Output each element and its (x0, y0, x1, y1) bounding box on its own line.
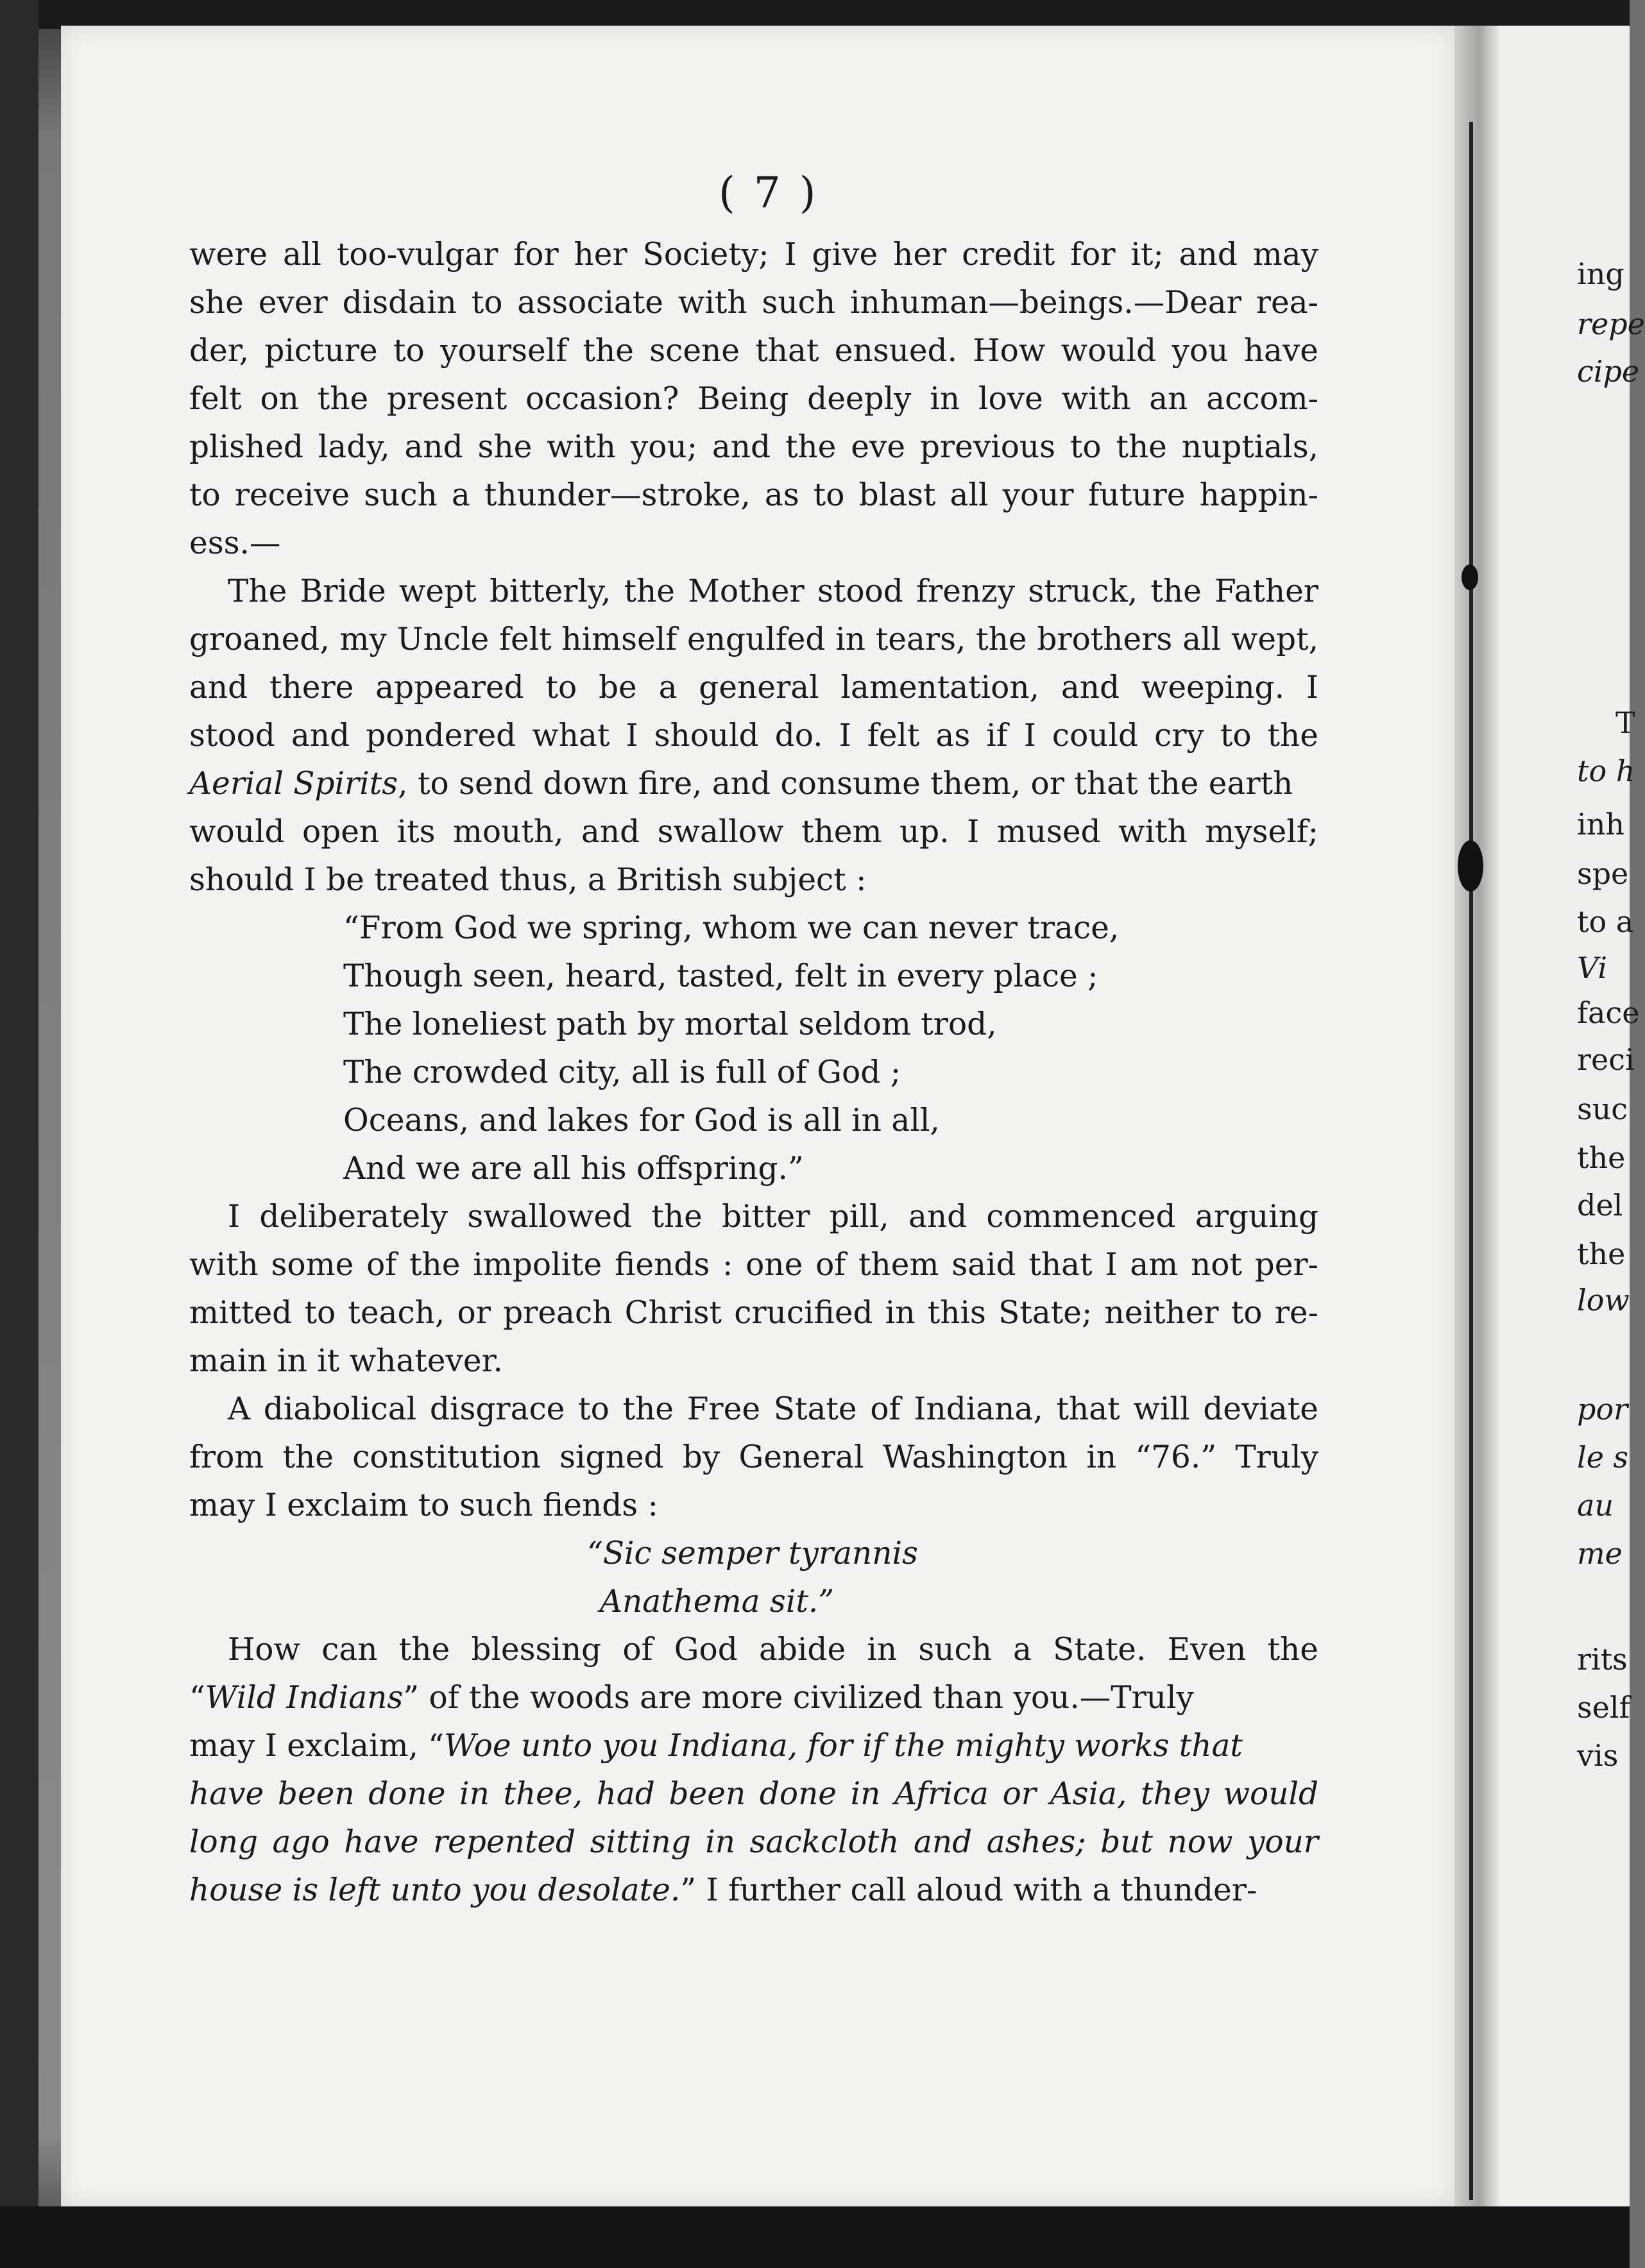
text-line: felt on the present occasion? Being deeply in love with an accom- (189, 381, 1318, 417)
adjacent-page-fragment: del (1577, 1188, 1623, 1223)
text-line: A diabolical disgrace to the Free State of Indiana, that will deviate (228, 1391, 1318, 1427)
text-line: have been done in thee, had been done in Africa or Asia, they would (189, 1776, 1318, 1812)
text-line: to receive such a thunder—stroke, as to blast all your future happin- (189, 477, 1318, 513)
text-line: stood and pondered what I should do. I felt as if I could cry to the (189, 718, 1318, 754)
adjacent-page-fragment: spe (1577, 856, 1629, 891)
text-line: were all too-vulgar for her Society; I give her credit for it; and may (189, 237, 1318, 273)
adjacent-page-fragment: me (1577, 1536, 1623, 1571)
adjacent-page-fragment: vis (1577, 1738, 1619, 1773)
text-line: she ever disdain to associate with such inhuman—beings.—Dear rea- (189, 285, 1318, 321)
text-line: and there appeared to be a general lamentation, and weeping. I (189, 670, 1318, 706)
verse-line: Though seen, heard, tasted, felt in every place ; (343, 958, 1098, 994)
adjacent-page-fragment: repe (1577, 307, 1645, 341)
verse-line: “From God we spring, whom we can never trace, (343, 910, 1120, 946)
text-line (189, 760, 1318, 808)
text-line: The Bride wept bitterly, the Mother stood frenzy struck, the Father (228, 573, 1318, 609)
binding-fold-line (1469, 122, 1473, 2200)
page-gutter (1454, 26, 1499, 2206)
italic-phrase: house is left unto you desolate. (189, 1872, 681, 1908)
adjacent-page-fragment: T (1615, 706, 1635, 740)
text-line: plished lady, and she with you; and the eve previous to the nuptials, (189, 429, 1318, 465)
ink-blot (1462, 564, 1478, 590)
verse-line: The loneliest path by mortal seldom trod, (343, 1006, 997, 1042)
adjacent-page-fragment: suc (1577, 1092, 1628, 1126)
latin-quote: Anathema sit.” (600, 1584, 835, 1620)
page-body (189, 231, 1318, 1915)
text-fragment: ” of the woods are more civilized than you.—Truly (403, 1680, 1194, 1716)
scan-left-border (0, 0, 38, 2268)
text-line: groaned, my Uncle felt himself engulfed in tears, the brothers all wept, (189, 622, 1318, 657)
text-fragment: may I exclaim, “ (189, 1728, 445, 1764)
text-line: would open its mouth, and swallow them up. I mused with myself; (189, 814, 1318, 850)
adjacent-page-fragment: face (1577, 995, 1640, 1030)
italic-phrase: Wild Indians (205, 1680, 404, 1716)
adjacent-page-fragment: Vi (1577, 951, 1608, 985)
adjacent-page-fragment: le s (1577, 1440, 1629, 1475)
adjacent-page-fragment: rits (1577, 1642, 1628, 1677)
adjacent-page-fragment: to h (1577, 754, 1635, 788)
text-line (189, 1722, 1318, 1770)
text-line: I deliberately swallowed the bitter pill, and commenced arguing (228, 1199, 1318, 1235)
page-number: ( 7 ) (719, 168, 819, 217)
adjacent-page-fragment: inh (1577, 807, 1624, 842)
ink-blot (1458, 840, 1483, 892)
adjacent-page-fragment: por (1577, 1392, 1628, 1426)
verse-line: The crowded city, all is full of God ; (343, 1054, 901, 1090)
text-line: ess.— (189, 525, 281, 561)
scan-bottom-border (0, 2206, 1630, 2268)
text-line: der, picture to yourself the scene that ensued. How would you have (189, 333, 1318, 369)
adjacent-page-fragment: the (1577, 1140, 1626, 1175)
text-line: should I be treated thus, a British subject : (189, 862, 867, 898)
adjacent-page-fragment: the (1577, 1237, 1626, 1271)
text-line (189, 1674, 1318, 1722)
verse-line: Oceans, and lakes for God is all in all, (343, 1103, 940, 1138)
text-line: long ago have repented sitting in sackcloth and ashes; but now your (189, 1824, 1318, 1860)
adjacent-page-fragment: reci (1577, 1042, 1635, 1077)
text-fragment: , to send down fire, and consume them, or that the earth (398, 766, 1293, 802)
adjacent-page-fragment: cipe (1577, 354, 1640, 389)
text-fragment: ” I further call aloud with a thunder- (680, 1872, 1257, 1908)
scan-top-border (0, 0, 1630, 29)
adjacent-page-fragment: au (1577, 1488, 1614, 1523)
text-line: may I exclaim to such fiends : (189, 1487, 658, 1523)
text-line: How can the blessing of God abide in such a State. Even the (228, 1632, 1318, 1668)
latin-quote: “Sic semper tyrannis (587, 1536, 918, 1571)
text-line (189, 1866, 1318, 1915)
text-fragment: “ (189, 1680, 205, 1716)
adjacent-page-fragment: self (1577, 1690, 1630, 1725)
adjacent-page-fragment: to a (1577, 904, 1634, 939)
adjacent-page-fragment: ing (1577, 257, 1624, 291)
text-line: from the constitution signed by General Washington in “76.” Truly (189, 1439, 1318, 1475)
verse-line: And we are all his offspring.” (343, 1151, 804, 1187)
italic-phrase: Aerial Spirits (189, 766, 398, 802)
text-line: with some of the impolite fiends : one of them said that I am not per- (189, 1247, 1318, 1283)
italic-phrase: Woe unto you Indiana, for if the mighty works that (444, 1728, 1243, 1764)
text-line: main in it whatever. (189, 1343, 503, 1379)
text-line: mitted to teach, or preach Christ crucified in this State; neither to re- (189, 1295, 1318, 1331)
adjacent-page-fragment: low (1577, 1283, 1630, 1317)
